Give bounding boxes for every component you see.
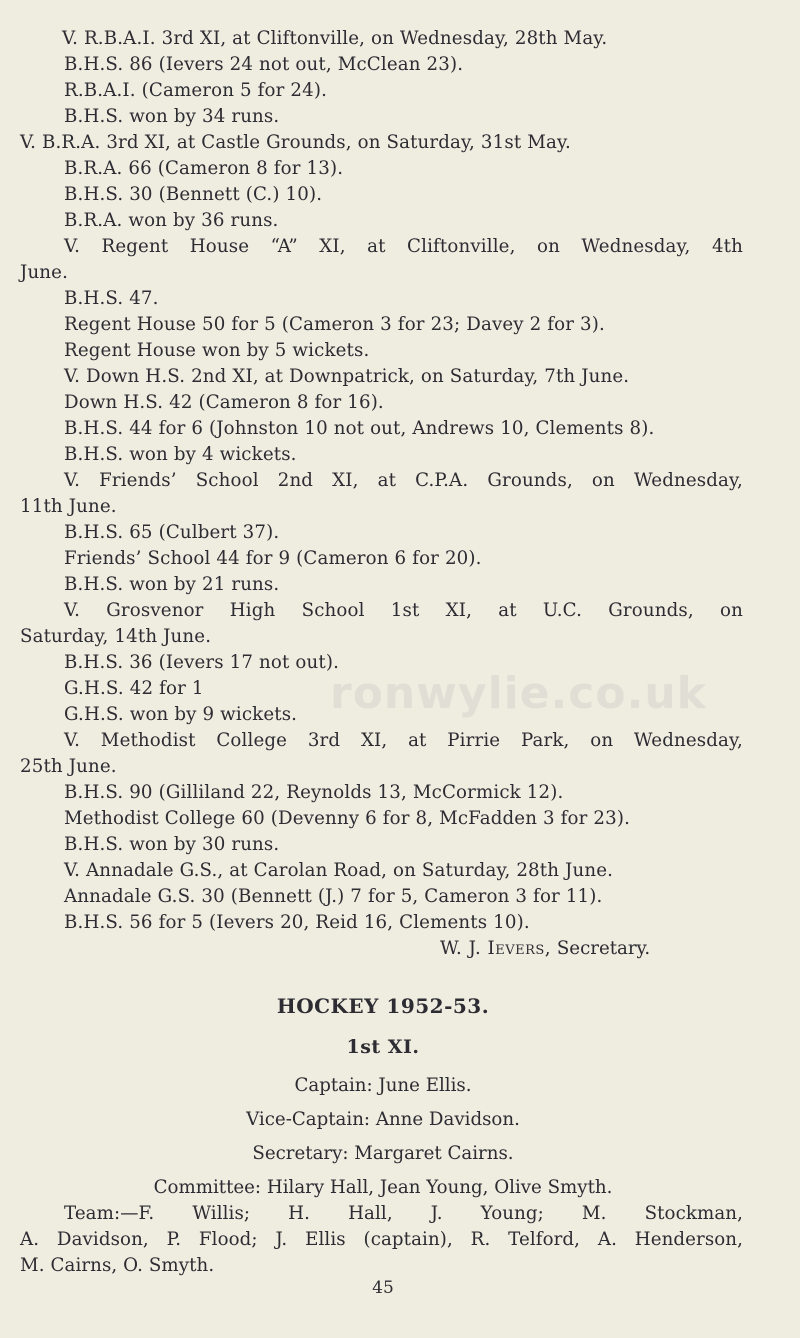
score-down: Down H.S. 42 (Cameron 8 for 16). [64, 392, 384, 413]
hockey-subheading: 1st XI. [346, 1036, 420, 1058]
score-rbai: R.B.A.I. (Cameron 5 for 24). [64, 80, 328, 101]
watermark: ronwylie.co.uk [330, 668, 707, 719]
fixture-annadale: V. Annadale G.S., at Carolan Road, on Saturday, 28th June. [64, 860, 614, 881]
hockey-team [20, 1201, 743, 1279]
score-annadale: Annadale G.S. 30 (Bennett (J.) 7 for 5, Cameron 3 for 11). [64, 886, 603, 907]
score-regent: Regent House 50 for 5 (Cameron 3 for 23; Davey 2 for 3). [64, 314, 605, 335]
secretary-role: Secretary. [556, 938, 651, 959]
score-friends: Friends’ School 44 for 9 (Cameron 6 for 20). [64, 548, 482, 569]
secretary-name: W. J. Ievers, [440, 938, 552, 959]
score-bhs-methodist: B.H.S. 90 (Gilliland 22, Reynolds 13, McCormick 12). [64, 782, 564, 803]
fixture-grosvenor-line1: V. Grosvenor High School 1st XI, at U.C. Grounds, on [64, 600, 743, 621]
fixture-regent-line2: June. [20, 262, 69, 283]
hockey-vice-captain: Vice-Captain: Anne Davidson. [246, 1109, 520, 1130]
score-bhs-grosvenor: B.H.S. 36 (Ievers 17 not out). [64, 652, 340, 673]
fixture-friends-line2: 11th June. [20, 496, 117, 517]
hockey-team-line1: Team:—F. Willis; H. Hall, J. Young; M. Stockman, [64, 1203, 743, 1224]
result-regent: Regent House won by 5 wickets. [64, 340, 370, 361]
fixture-methodist [20, 728, 743, 780]
result-rbai: B.H.S. won by 34 runs. [64, 106, 280, 127]
hockey-heading: HOCKEY 1952-53. [276, 994, 490, 1018]
fixture-down: V. Down H.S. 2nd XI, at Downpatrick, on Saturday, 7th June. [64, 366, 630, 387]
score-bra: B.R.A. 66 (Cameron 8 for 13). [64, 158, 344, 179]
score-bhs-down: B.H.S. 44 for 6 (Johnston 10 not out, Andrews 10, Clements 8). [64, 418, 655, 439]
secretary-signature [440, 936, 740, 962]
score-bhs-friends: B.H.S. 65 (Culbert 37). [64, 522, 280, 543]
hockey-captain: Captain: June Ellis. [294, 1075, 472, 1096]
result-down: B.H.S. won by 4 wickets. [64, 444, 297, 465]
result-grosvenor: G.H.S. won by 9 wickets. [64, 704, 298, 725]
score-bhs-bra: B.H.S. 30 (Bennett (C.) 10). [64, 184, 323, 205]
fixture-methodist-line1: V. Methodist College 3rd XI, at Pirrie Park, on Wednesday, [64, 730, 743, 751]
fixture-rbai: V. R.B.A.I. 3rd XI, at Cliftonville, on Wednesday, 28th May. [62, 28, 608, 49]
fixture-friends-line1: V. Friends’ School 2nd XI, at C.P.A. Grounds, on Wednesday, [64, 470, 743, 491]
hockey-team-line2: A. Davidson, P. Flood; J. Ellis (captain), R. Telford, A. Henderson, [20, 1229, 743, 1250]
fixture-grosvenor [20, 598, 743, 650]
score-methodist: Methodist College 60 (Devenny 6 for 8, McFadden 3 for 23). [64, 808, 631, 829]
fixture-grosvenor-line2: Saturday, 14th June. [20, 626, 212, 647]
hockey-committee: Committee: Hilary Hall, Jean Young, Olive Smyth. [153, 1177, 613, 1198]
hockey-secretary: Secretary: Margaret Cairns. [252, 1143, 514, 1164]
fixture-regent [20, 234, 743, 286]
score-bhs-regent: B.H.S. 47. [64, 288, 159, 309]
fixture-bra: V. B.R.A. 3rd XI, at Castle Grounds, on Saturday, 31st May. [20, 132, 571, 153]
result-methodist: B.H.S. won by 30 runs. [64, 834, 280, 855]
page-number: 45 [372, 1278, 394, 1298]
score-bhs-annadale: B.H.S. 56 for 5 (Ievers 20, Reid 16, Clements 10). [64, 912, 530, 933]
result-bra: B.R.A. won by 36 runs. [64, 210, 279, 231]
score-grosvenor: G.H.S. 42 for 1 [64, 678, 204, 699]
score-bhs-rbai: B.H.S. 86 (Ievers 24 not out, McClean 23). [64, 54, 464, 75]
result-friends: B.H.S. won by 21 runs. [64, 574, 280, 595]
fixture-regent-line1: V. Regent House “A” XI, at Cliftonville, on Wednesday, 4th [64, 236, 743, 257]
fixture-friends [20, 468, 743, 520]
fixture-methodist-line2: 25th June. [20, 756, 117, 777]
hockey-team-line3: M. Cairns, O. Smyth. [20, 1255, 215, 1276]
